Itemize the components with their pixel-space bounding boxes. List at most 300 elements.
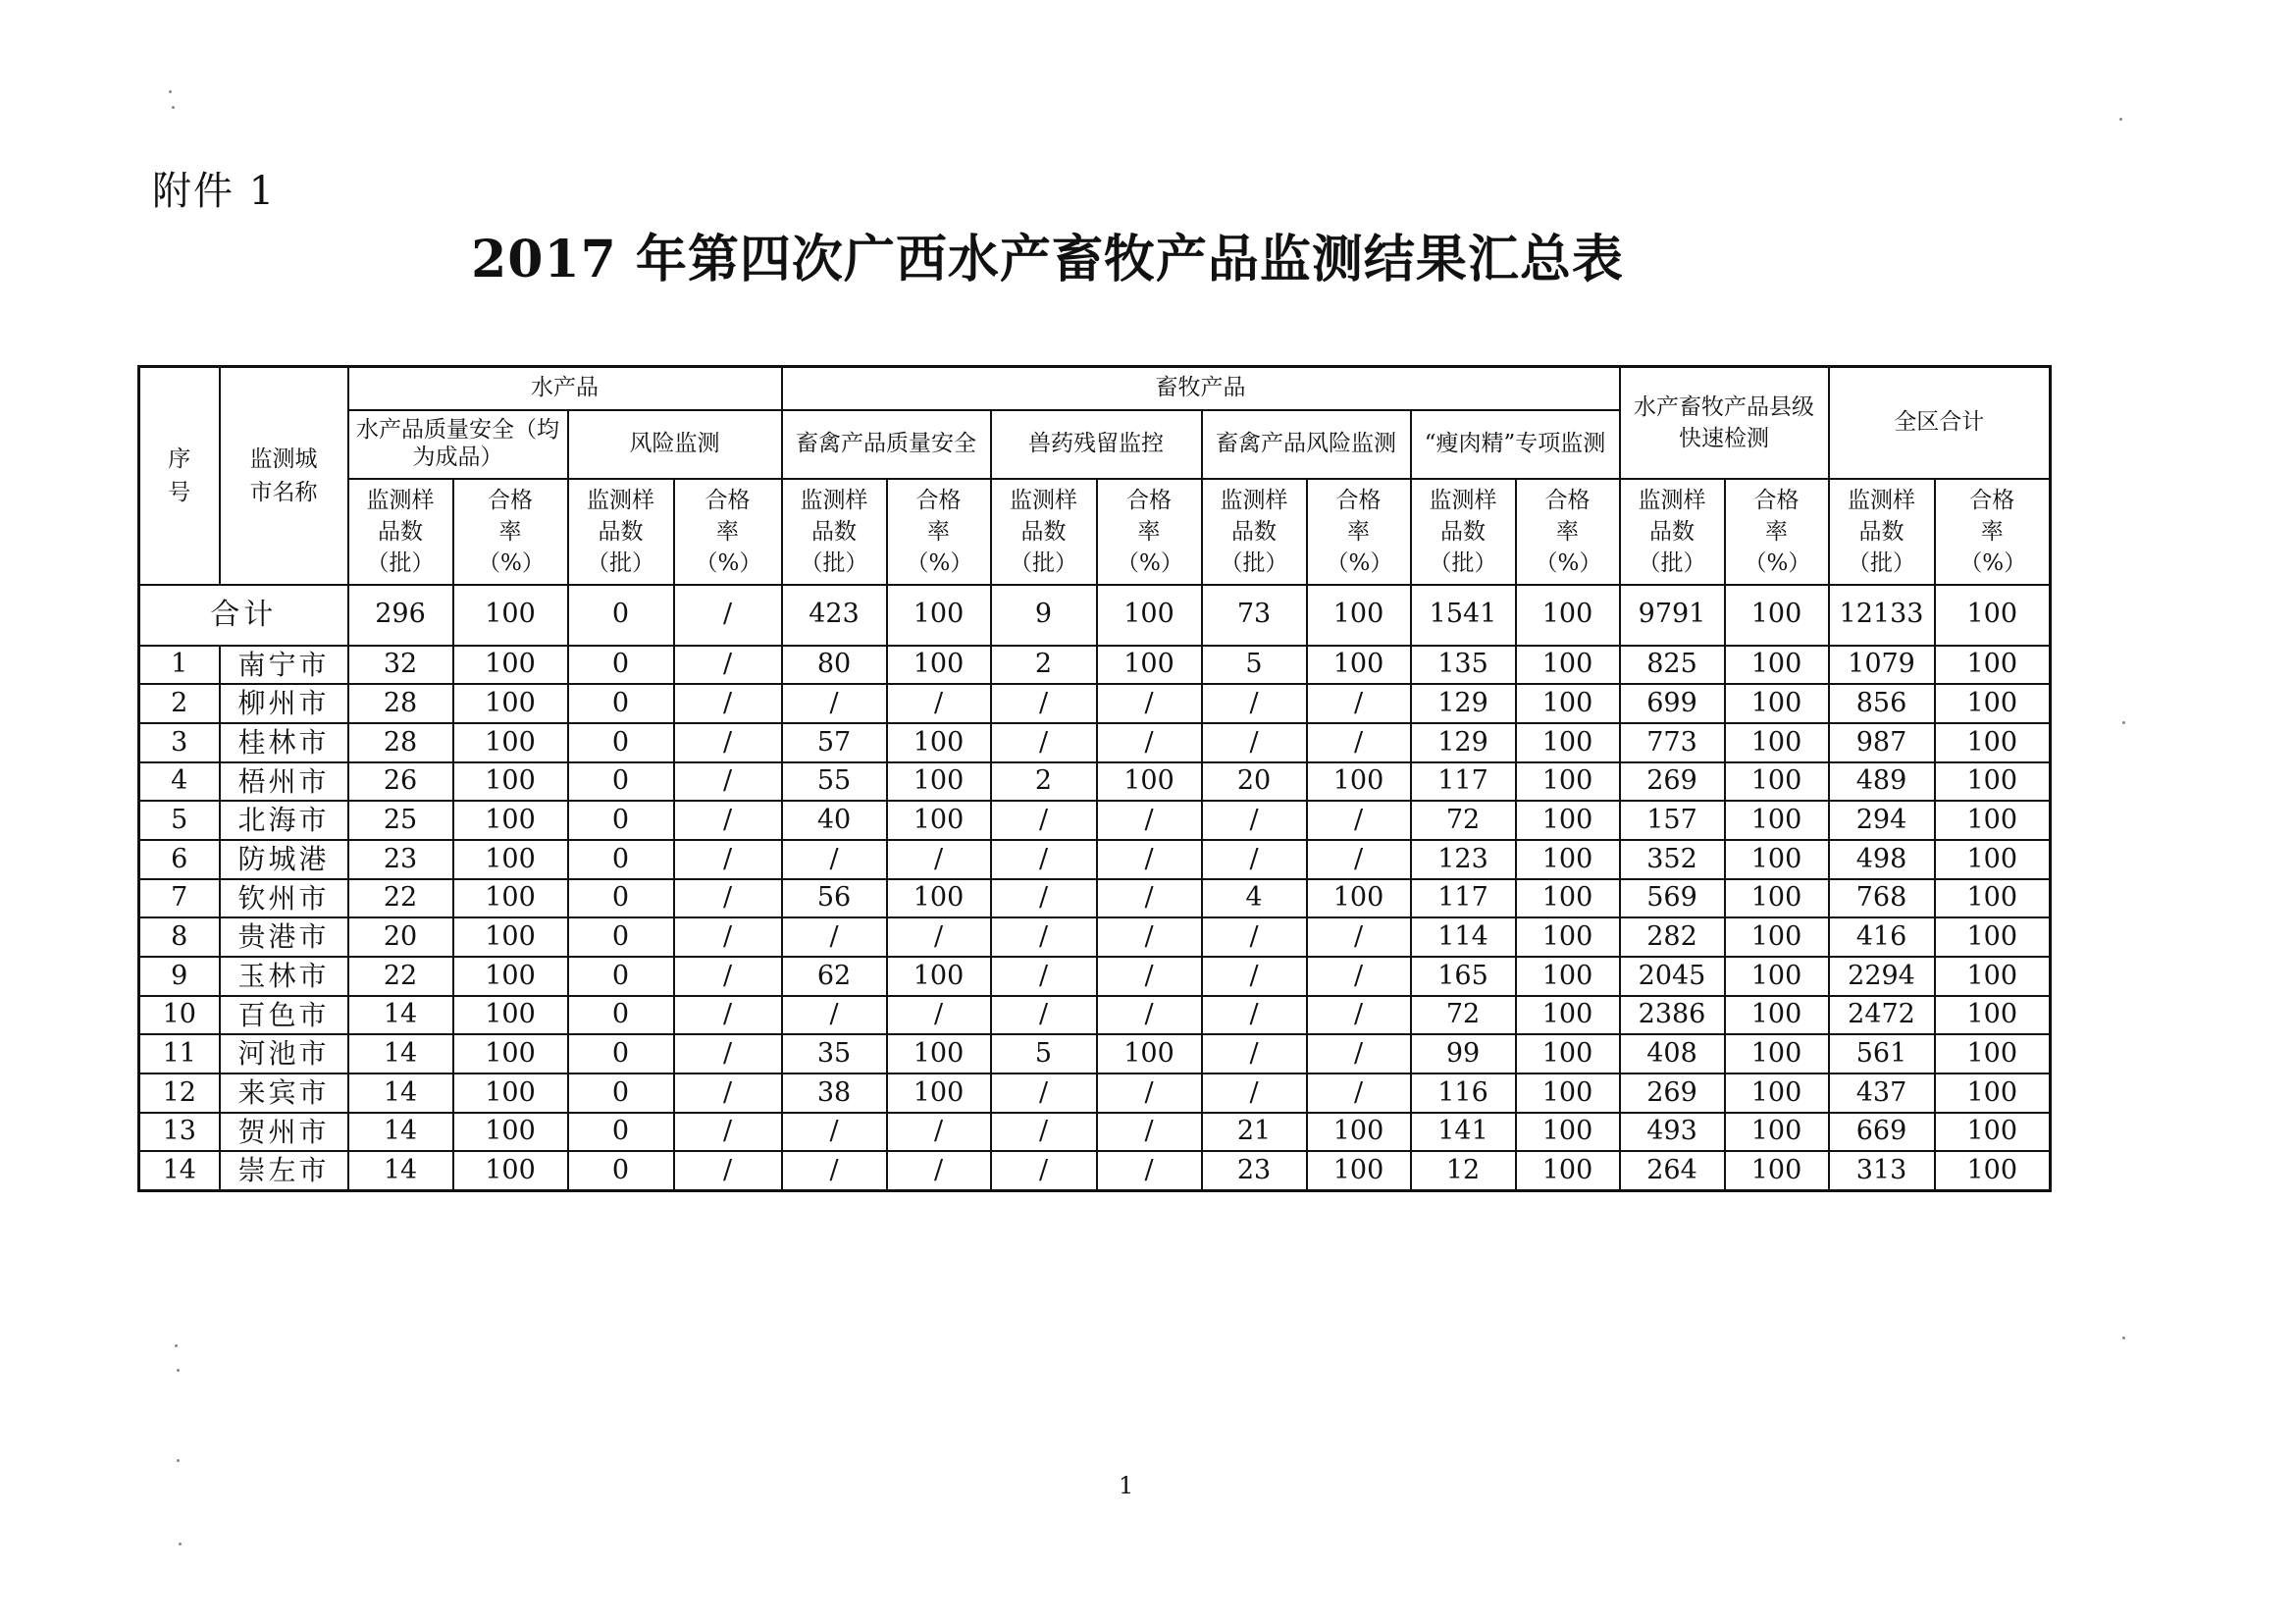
row-cell: / [1202, 684, 1307, 723]
row-cell: 80 [782, 646, 887, 685]
header-sample-count-text: 监测样品数（批） [1429, 487, 1497, 576]
row-cell: 856 [1829, 684, 1935, 723]
row-cell: 825 [1620, 646, 1725, 685]
header-clenbuterol-text: “瘦肉精”专项监测 [1424, 430, 1606, 456]
row-cell: 14 [348, 1151, 453, 1190]
total-cell: 0 [568, 585, 674, 646]
row-index: 13 [139, 1113, 220, 1152]
row-cell: 0 [568, 684, 674, 723]
row-cell: 100 [1725, 684, 1829, 723]
row-cell: / [782, 684, 887, 723]
header-city-text: 监测城市名称 [249, 445, 318, 505]
row-city: 北海市 [220, 801, 348, 840]
row-cell: / [1307, 840, 1411, 879]
document-title: 2017 年第四次广西水产畜牧产品监测结果汇总表 [471, 230, 1624, 289]
header-sample-count-text: 监测样品数（批） [800, 487, 868, 576]
row-index: 2 [139, 684, 220, 723]
scan-speck [2122, 721, 2125, 724]
row-cell: 20 [1202, 762, 1307, 802]
header-sample-count-text: 监测样品数（批） [1848, 487, 1915, 576]
row-cell: 141 [1411, 1113, 1516, 1152]
row-cell: 699 [1620, 684, 1725, 723]
row-cell: / [1202, 917, 1307, 957]
row-cell: 269 [1620, 1073, 1725, 1113]
row-cell: / [991, 684, 1097, 723]
row-cell: 100 [1725, 801, 1829, 840]
row-cell: 100 [1725, 840, 1829, 879]
header-pass-rate [1935, 479, 2051, 585]
row-cell: / [991, 917, 1097, 957]
row-cell: / [674, 646, 782, 685]
row-cell: / [782, 840, 887, 879]
total-label: 合计 [139, 585, 348, 646]
row-cell: / [1202, 996, 1307, 1035]
row-cell: 352 [1620, 840, 1725, 879]
row-cell: / [1202, 801, 1307, 840]
row-cell: 157 [1620, 801, 1725, 840]
row-cell: 100 [1935, 840, 2051, 879]
row-cell: / [1097, 840, 1202, 879]
row-cell: 100 [1307, 879, 1411, 918]
total-cell: 100 [453, 585, 568, 646]
row-cell: 100 [887, 1034, 991, 1073]
row-cell: 35 [782, 1034, 887, 1073]
row-cell: 100 [1516, 1073, 1620, 1113]
header-sample-count-text: 监测样品数（批） [587, 487, 654, 576]
row-cell: 100 [1516, 1113, 1620, 1152]
row-cell: 100 [1516, 723, 1620, 762]
row-cell: 100 [453, 1073, 568, 1113]
row-cell: / [674, 1073, 782, 1113]
row-cell: 100 [1935, 1113, 2051, 1152]
row-cell: 100 [1935, 879, 2051, 918]
row-city: 河池市 [220, 1034, 348, 1073]
row-cell: 100 [1516, 762, 1620, 802]
row-cell: 72 [1411, 801, 1516, 840]
row-cell: 135 [1411, 646, 1516, 685]
header-county-rapid [1620, 367, 1829, 479]
row-cell: 0 [568, 762, 674, 802]
row-cell: 100 [1725, 957, 1829, 996]
row-cell: 100 [1935, 762, 2051, 802]
row-cell: 0 [568, 917, 674, 957]
row-cell: 14 [348, 1113, 453, 1152]
row-index: 8 [139, 917, 220, 957]
row-cell: / [782, 1113, 887, 1152]
row-index: 1 [139, 646, 220, 685]
row-cell: 5 [1202, 646, 1307, 685]
total-cell: 100 [1725, 585, 1829, 646]
row-cell: 100 [1935, 646, 2051, 685]
header-sample-count-text: 监测样品数（批） [1010, 487, 1077, 576]
row-city: 来宾市 [220, 1073, 348, 1113]
row-index: 6 [139, 840, 220, 879]
total-cell: 9791 [1620, 585, 1725, 646]
header-pass-rate [887, 479, 991, 585]
header-pass-rate-text: 合格率（%） [1959, 487, 2027, 576]
row-cell: 100 [887, 1073, 991, 1113]
total-cell: 296 [348, 585, 453, 646]
attachment-label: 附件 1 [152, 169, 277, 214]
row-cell: 28 [348, 723, 453, 762]
row-cell: 22 [348, 957, 453, 996]
header-livestock: 畜牧产品 [782, 367, 1620, 410]
row-cell: 0 [568, 1113, 674, 1152]
row-cell: 26 [348, 762, 453, 802]
row-cell: / [991, 957, 1097, 996]
row-cell: 100 [453, 840, 568, 879]
row-city: 防城港 [220, 840, 348, 879]
row-cell: / [1202, 723, 1307, 762]
row-cell: 0 [568, 957, 674, 996]
row-cell: 57 [782, 723, 887, 762]
row-cell: / [1202, 840, 1307, 879]
row-cell: 416 [1829, 917, 1935, 957]
row-cell: 100 [887, 957, 991, 996]
row-cell: 32 [348, 646, 453, 685]
header-pass-rate [674, 479, 782, 585]
row-cell: 100 [1725, 1151, 1829, 1190]
scan-speck [2119, 118, 2122, 121]
row-cell: / [991, 1113, 1097, 1152]
row-cell: 437 [1829, 1073, 1935, 1113]
row-cell: / [1307, 957, 1411, 996]
row-cell: 100 [887, 879, 991, 918]
header-aquatic: 水产品 [348, 367, 782, 410]
row-cell: 5 [991, 1034, 1097, 1073]
row-cell: 100 [1516, 996, 1620, 1035]
row-cell: 269 [1620, 762, 1725, 802]
header-pass-rate [453, 479, 568, 585]
monitoring-results-table [137, 365, 2052, 1192]
row-index: 14 [139, 1151, 220, 1190]
row-cell: / [887, 917, 991, 957]
row-cell: 100 [453, 879, 568, 918]
header-pass-rate-text: 合格率（%） [695, 487, 762, 576]
row-cell: / [1097, 879, 1202, 918]
row-cell: 100 [1516, 1034, 1620, 1073]
header-seq [139, 367, 220, 585]
table-row [139, 684, 2051, 723]
row-cell: / [1307, 1034, 1411, 1073]
row-cell: 2472 [1829, 996, 1935, 1035]
row-cell: 100 [1097, 762, 1202, 802]
row-cell: 0 [568, 1034, 674, 1073]
row-cell: / [887, 840, 991, 879]
row-cell: 0 [568, 1151, 674, 1190]
scan-speck [179, 1543, 182, 1545]
row-cell: 23 [348, 840, 453, 879]
row-cell: 0 [568, 996, 674, 1035]
row-cell: 2 [991, 646, 1097, 685]
row-cell: / [887, 996, 991, 1035]
row-cell: / [674, 684, 782, 723]
row-cell: 282 [1620, 917, 1725, 957]
header-pass-rate-text: 合格率（%） [1326, 487, 1393, 576]
row-cell: / [1097, 1151, 1202, 1190]
header-city [220, 367, 348, 585]
total-cell: 73 [1202, 585, 1307, 646]
row-cell: / [887, 684, 991, 723]
total-cell: 9 [991, 585, 1097, 646]
row-cell: / [674, 1151, 782, 1190]
row-city: 钦州市 [220, 879, 348, 918]
row-index: 7 [139, 879, 220, 918]
row-cell: / [1307, 684, 1411, 723]
header-sample-count [1202, 479, 1307, 585]
header-pass-rate-text: 合格率（%） [1117, 487, 1183, 576]
row-cell: 100 [1935, 1151, 2051, 1190]
row-cell: / [887, 1113, 991, 1152]
header-sample-count [568, 479, 674, 585]
row-cell: 116 [1411, 1073, 1516, 1113]
row-cell: 100 [453, 801, 568, 840]
row-cell: / [674, 917, 782, 957]
header-county-rapid-text: 水产畜牧产品县级快速检测 [1634, 393, 1814, 451]
row-cell: / [887, 1151, 991, 1190]
row-cell: 100 [887, 801, 991, 840]
row-cell: / [674, 762, 782, 802]
row-cell: 2294 [1829, 957, 1935, 996]
row-cell: / [991, 1151, 1097, 1190]
row-cell: 100 [1935, 723, 2051, 762]
table-row [139, 1113, 2051, 1152]
row-cell: 1079 [1829, 646, 1935, 685]
row-cell: / [991, 801, 1097, 840]
row-cell: 100 [453, 646, 568, 685]
row-index: 12 [139, 1073, 220, 1113]
row-cell: 489 [1829, 762, 1935, 802]
row-cell: 14 [348, 1034, 453, 1073]
header-aq-quality-text: 水产品质量安全（均为成品） [356, 416, 559, 470]
row-cell: 72 [1411, 996, 1516, 1035]
row-cell: 100 [1935, 1073, 2051, 1113]
row-cell: / [674, 1113, 782, 1152]
row-cell: / [1097, 917, 1202, 957]
header-aq-quality [348, 410, 568, 479]
table-row [139, 917, 2051, 957]
scan-speck [172, 106, 175, 109]
row-cell: 100 [1725, 917, 1829, 957]
row-cell: 313 [1829, 1151, 1935, 1190]
header-pass-rate-text: 合格率（%） [1535, 487, 1602, 576]
header-ls-quality-text: 畜禽产品质量安全 [796, 430, 976, 456]
scan-speck [2122, 1336, 2125, 1339]
row-cell: / [1097, 684, 1202, 723]
row-cell: 100 [1725, 723, 1829, 762]
row-cell: / [1097, 801, 1202, 840]
table-row [139, 840, 2051, 879]
page-number: 1 [1119, 1472, 1134, 1499]
row-cell: 669 [1829, 1113, 1935, 1152]
row-city: 南宁市 [220, 646, 348, 685]
row-index: 10 [139, 996, 220, 1035]
row-cell: 38 [782, 1073, 887, 1113]
row-cell: 100 [453, 684, 568, 723]
header-region-total: 全区合计 [1829, 367, 2051, 479]
row-cell: 129 [1411, 723, 1516, 762]
header-sample-count [991, 479, 1097, 585]
header-ls-risk [1202, 410, 1411, 479]
row-cell: 40 [782, 801, 887, 840]
row-cell: 100 [1725, 762, 1829, 802]
row-cell: 264 [1620, 1151, 1725, 1190]
table-row [139, 1034, 2051, 1073]
row-cell: 12 [1411, 1151, 1516, 1190]
row-city: 百色市 [220, 996, 348, 1035]
row-cell: 117 [1411, 762, 1516, 802]
table-row [139, 801, 2051, 840]
row-cell: 100 [1935, 801, 2051, 840]
row-cell: / [1097, 996, 1202, 1035]
row-cell: 21 [1202, 1113, 1307, 1152]
row-index: 3 [139, 723, 220, 762]
header-sample-count [348, 479, 453, 585]
header-aq-risk: 风险监测 [568, 410, 782, 479]
total-cell: 100 [1307, 585, 1411, 646]
row-cell: / [991, 1073, 1097, 1113]
row-cell: 100 [1935, 684, 2051, 723]
row-cell: / [782, 917, 887, 957]
row-cell: 165 [1411, 957, 1516, 996]
header-sample-count [1411, 479, 1516, 585]
table-row [139, 762, 2051, 802]
row-city: 崇左市 [220, 1151, 348, 1190]
row-cell: 100 [1725, 1113, 1829, 1152]
row-cell: 20 [348, 917, 453, 957]
row-cell: 55 [782, 762, 887, 802]
total-cell: 100 [1935, 585, 2051, 646]
row-cell: / [991, 840, 1097, 879]
scan-speck [177, 1369, 180, 1372]
row-cell: 99 [1411, 1034, 1516, 1073]
header-vet-residue: 兽药残留监控 [991, 410, 1202, 479]
table-row [139, 646, 2051, 685]
scan-speck [177, 1459, 180, 1462]
header-sample-count-text: 监测样品数（批） [366, 487, 435, 576]
row-cell: 100 [1725, 996, 1829, 1035]
row-cell: 100 [453, 957, 568, 996]
row-cell: / [1097, 957, 1202, 996]
row-cell: 0 [568, 801, 674, 840]
table-row [139, 1073, 2051, 1113]
row-cell: / [991, 723, 1097, 762]
row-cell: / [674, 996, 782, 1035]
row-cell: 100 [1725, 879, 1829, 918]
row-city: 贵港市 [220, 917, 348, 957]
header-pass-rate [1307, 479, 1411, 585]
row-cell: 100 [1725, 646, 1829, 685]
row-cell: / [1307, 917, 1411, 957]
row-cell: 100 [1935, 996, 2051, 1035]
total-cell: 100 [1516, 585, 1620, 646]
scan-speck [169, 90, 172, 93]
row-cell: 100 [1307, 1113, 1411, 1152]
header-sample-count [782, 479, 887, 585]
row-cell: 100 [1516, 801, 1620, 840]
row-cell: / [1307, 723, 1411, 762]
row-cell: 100 [453, 723, 568, 762]
table-row [139, 996, 2051, 1035]
row-cell: 28 [348, 684, 453, 723]
table-row [139, 879, 2051, 918]
row-cell: 100 [1725, 1073, 1829, 1113]
row-cell: / [1202, 1034, 1307, 1073]
total-cell: 12133 [1829, 585, 1935, 646]
row-cell: 100 [453, 1034, 568, 1073]
row-cell: 100 [1516, 840, 1620, 879]
header-ls-quality [782, 410, 991, 479]
row-cell: 100 [1516, 957, 1620, 996]
row-cell: / [1202, 957, 1307, 996]
table-row [139, 723, 2051, 762]
header-pass-rate [1097, 479, 1202, 585]
row-cell: 123 [1411, 840, 1516, 879]
row-cell: 294 [1829, 801, 1935, 840]
row-cell: / [991, 996, 1097, 1035]
row-cell: 117 [1411, 879, 1516, 918]
row-cell: 14 [348, 996, 453, 1035]
header-pass-rate [1516, 479, 1620, 585]
row-cell: 100 [1307, 1151, 1411, 1190]
header-sample-count-text: 监测样品数（批） [1638, 487, 1706, 576]
row-cell: / [782, 996, 887, 1035]
row-cell: 100 [887, 762, 991, 802]
row-cell: 100 [1097, 646, 1202, 685]
table-row [139, 957, 2051, 996]
row-cell: 100 [453, 996, 568, 1035]
total-row [139, 585, 2051, 646]
row-cell: / [782, 1151, 887, 1190]
row-cell: / [674, 957, 782, 996]
row-cell: 987 [1829, 723, 1935, 762]
row-cell: / [674, 879, 782, 918]
row-cell: 100 [1725, 1034, 1829, 1073]
row-cell: 100 [1516, 917, 1620, 957]
row-cell: 768 [1829, 879, 1935, 918]
row-cell: 14 [348, 1073, 453, 1113]
row-city: 玉林市 [220, 957, 348, 996]
row-cell: 100 [1097, 1034, 1202, 1073]
row-cell: 100 [1516, 1151, 1620, 1190]
row-cell: / [1202, 1073, 1307, 1113]
row-index: 4 [139, 762, 220, 802]
row-cell: 0 [568, 646, 674, 685]
row-cell: 129 [1411, 684, 1516, 723]
row-cell: 0 [568, 1073, 674, 1113]
row-cell: 0 [568, 840, 674, 879]
scan-speck [175, 1344, 178, 1347]
row-cell: 114 [1411, 917, 1516, 957]
row-cell: 56 [782, 879, 887, 918]
row-cell: 22 [348, 879, 453, 918]
row-cell: 100 [1516, 646, 1620, 685]
row-cell: 2386 [1620, 996, 1725, 1035]
row-cell: / [674, 723, 782, 762]
row-cell: 100 [1516, 879, 1620, 918]
row-cell: 23 [1202, 1151, 1307, 1190]
header-pass-rate-text: 合格率（%） [478, 487, 545, 576]
row-cell: 100 [1935, 957, 2051, 996]
header-seq-text: 序号 [168, 445, 191, 505]
header-sample-count-text: 监测样品数（批） [1220, 487, 1288, 576]
row-index: 9 [139, 957, 220, 996]
total-cell: 100 [1097, 585, 1202, 646]
row-cell: 569 [1620, 879, 1725, 918]
row-index: 11 [139, 1034, 220, 1073]
row-cell: 100 [453, 1151, 568, 1190]
header-ls-risk-text: 畜禽产品风险监测 [1216, 430, 1396, 456]
